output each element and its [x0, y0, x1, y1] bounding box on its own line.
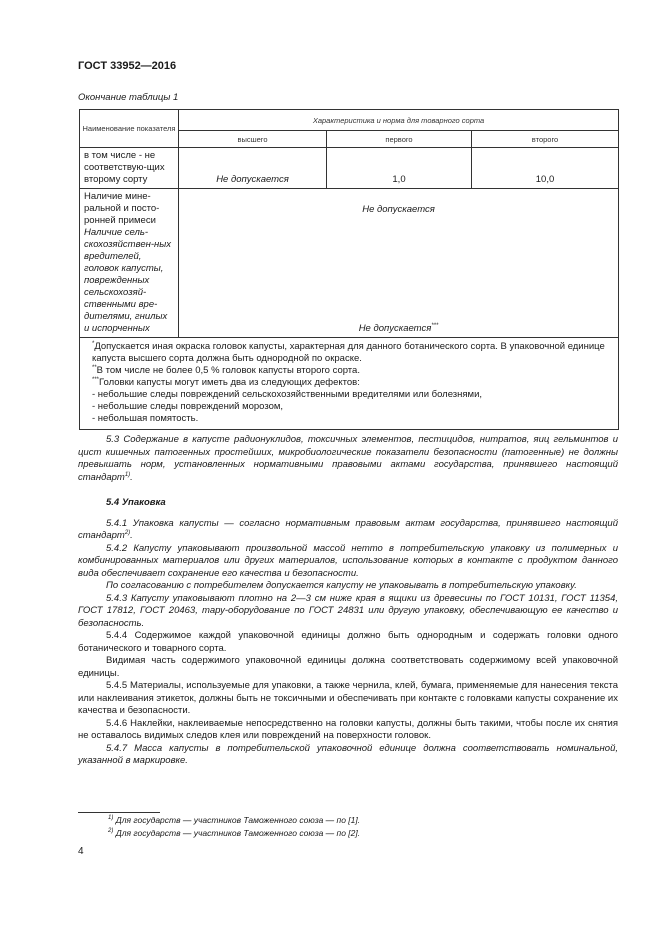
note-defect: - небольшие следы повреждений сельскохозяйственными вредителями или болезнями,	[92, 389, 483, 400]
merged-value: Не допускается***	[358, 322, 439, 334]
paragraph: По согласованию с потребителем допускается капусту не упаковывать в потребительскую упаковку.	[106, 580, 577, 591]
section-5-4: 5.4 Упаковка 5.4.1 Упаковка капусты — согласно нормативным правовым актам государства, принявшего настоящий стандарт$^{2)}$. 5.4.2 Капусту упаковывают произвольной массой нетто в потребительскую упаковку из полимерных и комбинированных материалов или других материалов, использование которых в контакте с продуктом данного вида обеспечивает сохранение его качества и безопасности. По согласованию с потребителем допускается капусту не упаковывать в потребительскую упаковку. 5.4.3 Капусту упаковывают плотно на 2—3 см ниже края в ящики из древесины по ГОСТ 10131, ГОСТ 11354, ГОСТ 17812, ГОСТ 20463, тару-оборудование по ГОСТ 24831 или другую упаковку, обеспечивающую ее качество и безопасность. 5.4.4 Содержимое каждой упаковочной единицы должно быть однородным и содержать головки одного ботанического и товарного сорта. Видимая часть содержимого упаковочной единицы должна соответствовать содержимому всей упаковочной единицы. 5.4.5 Материалы, используемые для упаковки, а также чернила, клей, бумага, применяемые для нанесения текста или наклеивания этикеток, должны быть не токсичными и обеспечивать при контакте с головками капусты сохранение их качества и безопасности. 5.4.6 Наклейки, наклеиваемые непосредственно на головки капусты, должны быть такими, чтобы после их снятия не оставалось видимых следов клея или повреждений на поверхности головок. 5.4.7 Масса капусты в потребительской упаковочной единице должна соответствовать номинальной, указанной в маркировке.	[78, 497, 618, 766]
requirements-table	[79, 109, 619, 430]
row-label-part: Наличие мине-ральной и посто-ронней примеси	[84, 191, 160, 226]
column-header-grade: второго	[472, 131, 619, 148]
footnote: $^{1)}$ Для государств — участников Таможенного союза — по [1].	[108, 815, 361, 825]
row-label-part: Наличие сель-скохозяйствен-ных вредителей, головок капусты, поврежденных сельскохозяй-ственными вре-дителями, гнилых и испорченных	[84, 227, 171, 334]
row-label: в том числе - не соответствую-щих второму сорту	[80, 148, 179, 189]
paragraph: 5.4.6 Наклейки, наклеиваемые непосредственно на головки капусты, должны быть такими, чтобы после их снятия не оставалось видимых следов клея или повреждений на поверхности головок.	[78, 717, 618, 741]
paragraph: 5.4.3 Капусту упаковывают плотно на 2—3 см ниже края в ящики из древесины по ГОСТ 10131, ГОСТ 11354, ГОСТ 17812, ГОСТ 20463, тару-оборудование по ГОСТ 24831 или другую упаковку, обеспечивающую ее качество и безопасность.	[78, 592, 618, 629]
row-label	[80, 189, 179, 338]
note: ***Головки капусты могут иметь два из следующих дефектов:	[92, 376, 360, 388]
table-caption: Окончание таблицы 1	[78, 92, 179, 103]
column-header-name: Наименование показателя	[80, 110, 179, 148]
table-notes-row	[80, 338, 619, 430]
footnote-divider	[78, 812, 160, 813]
table-cell	[179, 189, 619, 338]
paragraph: 5.4.5 Материалы, используемые для упаковки, а также чернила, клей, бумага, применяемые для нанесения текста или наклеивания этикеток, должны быть не токсичными и обеспечивать при контакте с головками капусты сохранение их качества и безопасности.	[78, 680, 618, 716]
note-defect: - небольшие следы повреждений морозом,	[92, 401, 284, 412]
table-row	[80, 189, 619, 338]
table-cell: Не допускается	[179, 148, 327, 189]
section-title: 5.4 Упаковка	[106, 497, 166, 508]
table-row	[80, 148, 619, 189]
paragraph: Видимая часть содержимого упаковочной единицы должна соответствовать содержимому всей упаковочной единицы.	[78, 655, 618, 679]
table-cell: 1,0	[327, 148, 472, 189]
merged-value: Не допускается	[362, 204, 435, 215]
paragraph: 5.4.2 Капусту упаковывают произвольной массой нетто в потребительскую упаковку из полимерных и комбинированных материалов или других материалов, использование которых в контакте с продуктом данного вида обеспечивает сохранение его качества и безопасности.	[78, 542, 618, 579]
table-cell: 10,0	[472, 148, 619, 189]
table-notes	[80, 338, 619, 430]
note: *Допускается иная окраска головок капусты, характерная для данного ботанического сорта. В упаковочной единице капуста высшего сорта должна быть однородной по окраске.	[92, 340, 605, 364]
section-5-3: 5.3 Содержание в капусте радионуклидов, токсичных элементов, пестицидов, нитратов, яиц гельминтов и цист кишечных патогенных простейших, микробиологические показатели безопасности (патогенные) не должны превышать норм, установленных нормативными правовыми актами государства, принявшего настоящий стандарт$^{1)}$.	[78, 434, 618, 483]
paragraph: 5.4.7 Масса капусты в потребительской упаковочной единице должна соответствовать номинальной, указанной в маркировке.	[78, 742, 618, 766]
column-header-grade: высшего	[179, 131, 327, 148]
column-header-grade: первого	[327, 131, 472, 148]
paragraph: 5.4.4 Содержимое каждой упаковочной единицы должно быть однородным и содержать головки одного ботанического и товарного сорта.	[78, 630, 618, 654]
note: **В том числе не более 0,5 % головок капусты второго сорта.	[92, 364, 360, 376]
footnote: $^{2)}$ Для государств — участников Таможенного союза — по [2].	[108, 828, 361, 838]
note-defect: - небольшая помятость.	[92, 413, 199, 424]
standard-header: ГОСТ 33952—2016	[78, 60, 177, 72]
page-number: 4	[78, 846, 84, 857]
column-header-group: Характеристика и норма для товарного сорта	[179, 110, 619, 131]
